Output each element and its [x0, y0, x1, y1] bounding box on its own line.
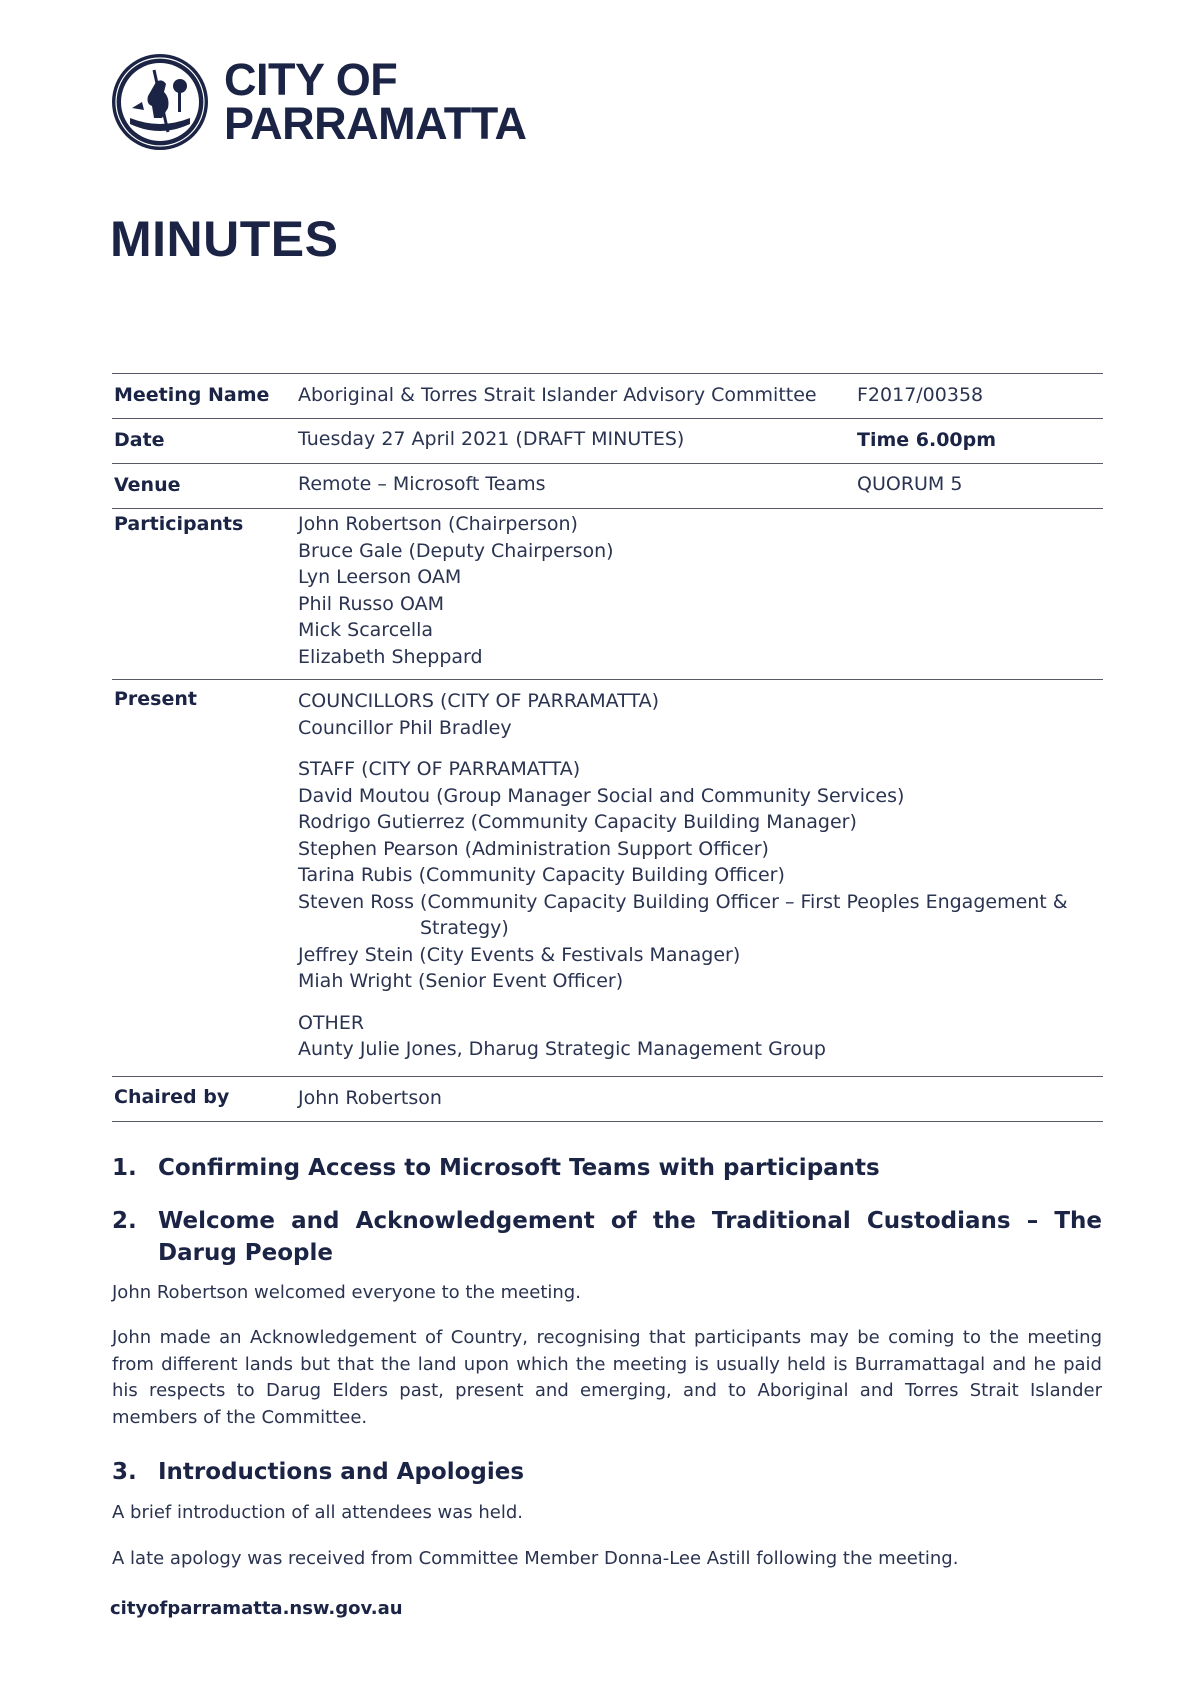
staff-item: David Moutou (Group Manager Social and Community Services)	[298, 784, 905, 807]
staff-block	[298, 756, 1068, 995]
staff-item-continuation: Strategy)	[420, 917, 509, 939]
file-reference: F2017/00358	[857, 384, 984, 406]
section-number: 1.	[112, 1155, 137, 1181]
councillors-heading: COUNCILLORS (CITY OF PARRAMATTA)	[298, 690, 660, 712]
staff-item: Miah Wright (Senior Event Officer)	[298, 970, 624, 992]
section-title: Introductions and Apologies	[158, 1459, 525, 1485]
meeting-time: Time 6.00pm	[857, 429, 997, 451]
staff-item: Jeffrey Stein (City Events & Festivals Manager)	[298, 943, 741, 966]
staff-item: Tarina Rubis (Community Capacity Building Officer)	[298, 864, 785, 886]
venue-value: Remote – Microsoft Teams	[298, 473, 546, 495]
participant-item: Bruce Gale (Deputy Chairperson)	[298, 539, 614, 562]
venue-row	[112, 463, 1103, 508]
chaired-by-row	[112, 1076, 1103, 1122]
participants-row	[112, 508, 1103, 679]
present-label: Present	[114, 688, 197, 710]
section-1-heading	[112, 1152, 1102, 1184]
venue-label: Venue	[114, 474, 181, 496]
section-2-heading	[112, 1205, 1102, 1269]
section-2-paragraph-1: John Robertson welcomed everyone to the meeting.	[112, 1282, 581, 1303]
present-row	[112, 679, 1103, 1076]
participant-item: Elizabeth Sheppard	[298, 645, 483, 668]
logo-line-1: CITY OF	[224, 54, 398, 105]
participant-item: Phil Russo OAM	[298, 592, 444, 615]
participant-item: Mick Scarcella	[298, 619, 434, 641]
participant-item: Lyn Leerson OAM	[298, 566, 462, 588]
chaired-by-value: John Robertson	[298, 1087, 442, 1109]
other-heading: OTHER	[298, 1011, 365, 1034]
date-value: Tuesday 27 April 2021 (DRAFT MINUTES)	[298, 428, 685, 450]
councillors-block	[298, 688, 1068, 741]
section-3-heading	[112, 1456, 1102, 1488]
footer-website-link[interactable]: cityofparramatta.nsw.gov.au	[110, 1598, 403, 1619]
logo-wordmark	[224, 54, 527, 149]
present-list	[298, 688, 1068, 1063]
participants-list	[298, 511, 614, 670]
staff-item: Stephen Pearson (Administration Support Officer)	[298, 837, 769, 860]
staff-item: Steven Ross (Community Capacity Building Officer – First Peoples Engagement &	[298, 890, 1068, 913]
date-label: Date	[114, 429, 165, 451]
staff-item: Rodrigo Gutierrez (Community Capacity Building Manager)	[298, 811, 857, 833]
section-3-paragraph-1: A brief introduction of all attendees was held.	[112, 1502, 524, 1523]
section-3-paragraph-2: A late apology was received from Committee Member Donna-Lee Astill following the meeting.	[112, 1548, 959, 1569]
councillor-item: Councillor Phil Bradley	[298, 716, 512, 739]
section-number: 3.	[112, 1459, 137, 1485]
chaired-by-label: Chaired by	[114, 1086, 230, 1108]
meeting-name-row	[112, 373, 1103, 418]
other-block	[298, 1010, 1068, 1063]
other-item: Aunty Julie Jones, Dharug Strategic Management Group	[298, 1038, 826, 1060]
meeting-details-table	[112, 373, 1103, 1122]
parramatta-emblem-icon	[110, 52, 210, 152]
meeting-name-label: Meeting Name	[114, 384, 270, 406]
participant-item: John Robertson (Chairperson)	[298, 513, 578, 535]
section-title: Welcome and Acknowledgement of the Traditional Custodians – The Darug People	[158, 1208, 1102, 1266]
quorum: QUORUM 5	[857, 473, 963, 495]
participants-label: Participants	[114, 513, 244, 535]
logo-line-2: PARRAMATTA	[224, 98, 527, 149]
date-row	[112, 418, 1103, 463]
section-2-paragraph-2: John made an Acknowledgement of Country, recognising that participants may be coming to the meeting from different lands but that the land upon which the meeting is usually held is Burramattagal and he paid his respects to Darug Elders past, present and emerging, and to Aboriginal and Torres Strait Islander members of the Committee.	[112, 1327, 1102, 1428]
page-title: MINUTES	[110, 211, 339, 267]
section-title: Confirming Access to Microsoft Teams with participants	[158, 1155, 880, 1181]
section-number: 2.	[112, 1208, 137, 1234]
meeting-name-value: Aboriginal & Torres Strait Islander Advisory Committee	[298, 384, 817, 406]
city-logo	[110, 52, 526, 152]
staff-heading: STAFF (CITY OF PARRAMATTA)	[298, 758, 581, 780]
